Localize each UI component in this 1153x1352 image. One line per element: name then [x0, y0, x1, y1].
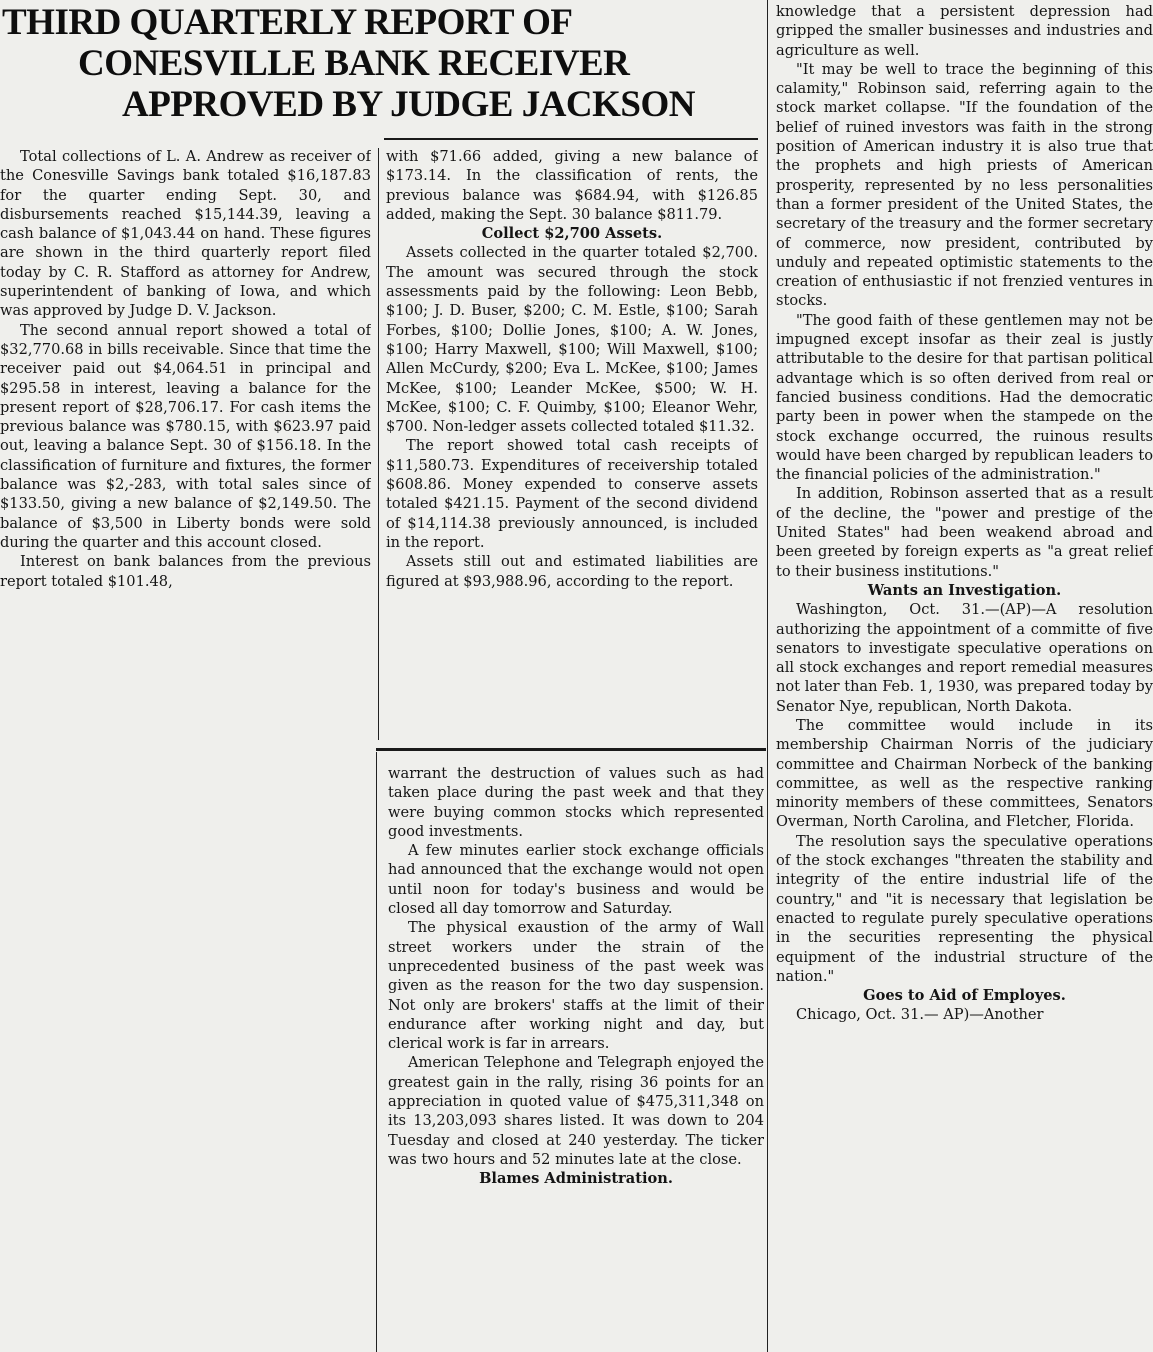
article-column-4	[776, 2, 1153, 1352]
paragraph: "The good faith of these gentlemen may not be impugned except insofar as their zeal is justly attributable to the desire for that partisan political advantage which is so often derived from real or fancied business conditions. Had the democratic party been in power when the stampede on the stock exchange occurred, the ruinous results would have been charged by republican leaders to the financial policies of the administration."	[776, 311, 1153, 484]
subheading: Blames Administration.	[479, 1170, 673, 1188]
headline-rule	[384, 138, 758, 140]
headline-line-1: THIRD QUARTERLY REPORT OF	[2, 2, 573, 43]
article-headline	[2, 2, 754, 125]
paragraph: American Telephone and Telegraph enjoyed the greatest gain in the rally, rising 36 points for an appreciation in quoted value of $475,311,348 on its 13,203,093 shares listed. It was down to 204 Tuesday and closed at 240 yesterday. The ticker was two hours and 52 minutes late at the close.	[388, 1054, 764, 1168]
paragraph: Chicago, Oct. 31.— AP)—Another	[796, 1006, 1044, 1024]
paragraph: In addition, Robinson asserted that as a result of the decline, the "power and prestige of the United States" had been weakend abroad and been greeted by foreign experts as "a great relief to their business institutions."	[776, 485, 1153, 580]
column-divider-1	[378, 148, 379, 740]
paragraph: The physical exaustion of the army of Wall street workers under the strain of the unprecedented business of the past week was given as the reason for the two day suspension. Not only are brokers' staffs at the limit of their endurance after working night and day, but clerical work is far in arrears.	[388, 919, 764, 1053]
paragraph: A few minutes earlier stock exchange officials had announced that the exchange would not open until noon for today's business and would be closed all day tomorrow and Saturday.	[388, 842, 764, 918]
section-rule	[376, 748, 766, 751]
paragraph: with $71.66 added, giving a new balance of $173.14. In the classification of rents, the previous balance was $684.94, with $126.85 added, making the Sept. 30 balance $811.79.	[386, 148, 758, 223]
paragraph: Interest on bank balances from the previous report totaled $101.48,	[0, 553, 371, 590]
paragraph: Washington, Oct. 31.—(AP)—A resolution authorizing the appointment of a committe of five senators to investigate speculative operations on all stock exchanges and report remedial measures not later than Feb. 1, 1930, was prepared today by Senator Nye, republican, North Dakota.	[776, 601, 1153, 715]
article-column-1	[0, 147, 371, 743]
paragraph: The committee would include in its membership Chairman Norris of the judiciary committee and Chairman Norbeck of the banking committee, as well as the respective ranking minority members of these committees, Senators Overman, North Carolina, and Fletcher, Florida.	[776, 716, 1153, 831]
paragraph: The resolution says the speculative operations of the stock exchanges "threaten the stability and integrity of the entire industrial life of the country," and "it is necessary that legislation be enacted to regulate purely speculative operations in the securities representing the physical equipment of the industrial structure of the nation."	[776, 832, 1153, 985]
paragraph: "It may be well to trace the beginning of this calamity," Robinson said, referring again to the stock market collapse. "If the foundation of the belief of ruined investors was faith in the strong position of American industry it is also true that the prophets and high priests of American prosperity, represented by no less personalities than a former president of the United States, the secretary of the treasury and the former secretary of commerce, now president, contributed by unduly and repeated optimistic statements to the creation of enthusiastic if not frenzied ventures in stocks.	[776, 60, 1153, 310]
subheading: Collect $2,700 Assets.	[481, 225, 663, 243]
column-divider-2	[767, 0, 768, 1352]
paragraph: Assets collected in the quarter totaled $2,700. The amount was secured through the stock assessments paid by the following: Leon Bebb, $100; J. D. Buser, $200; C. M. Estle, $100; Sarah Forbes, $100; Dollie Jones, $100; A. W. Jones, $100; Harry Maxwell, $100; Will Maxwell, $100; Allen McCurdy, $200; Eva L. McKee, $100; James McKee, $100; Leander McKee, $500; W. H. McKee, $100; C. F. Quimby, $100; Eleanor Wehr, $700. Non-ledger assets collected totaled $11.32.	[386, 244, 758, 436]
article-column-3	[388, 764, 764, 1352]
column-divider-3	[376, 752, 377, 1352]
headline-line-3: APPROVED BY JUDGE JACKSON	[122, 84, 696, 125]
paragraph: The second annual report showed a total of $32,770.68 in bills receivable. Since that time the receiver paid out $4,064.51 in principal and $295.58 in interest, leaving a balance for the present report of $28,706.17. For cash items the previous balance was $780.15, with $623.97 paid out, leaving a balance Sept. 30 of $156.18. In the classification of furniture and fixtures, the former balance was $2,-283, with total sales since of $133.50, giving a new balance of $2,149.50. The balance of $3,500 in Liberty bonds were sold during the quarter and this account closed.	[0, 321, 371, 551]
paragraph: Assets still out and estimated liabilities are figured at $93,988.96, according to the report.	[386, 553, 758, 590]
article-column-2	[386, 147, 758, 743]
subheading: Wants an Investigation.	[867, 581, 1062, 599]
paragraph: Total collections of L. A. Andrew as receiver of the Conesville Savings bank totaled $16,187.83 for the quarter ending Sept. 30, and disbursements reached $15,144.39, leaving a cash balance of $1,043.44 on hand. These figures are shown in the third quarterly report filed today by C. R. Stafford as attorney for Andrew, superintendent of banking of Iowa, and which was approved by Judge D. V. Jackson.	[0, 148, 371, 320]
paragraph: knowledge that a persistent depression had gripped the smaller businesses and industries and agriculture as well.	[776, 3, 1153, 59]
subheading: Goes to Aid of Employes.	[863, 987, 1066, 1005]
paragraph: warrant the destruction of values such as had taken place during the past week and that they were buying common stocks which represented good investments.	[388, 765, 764, 840]
paragraph: The report showed total cash receipts of $11,580.73. Expenditures of receivership totaled $608.86. Money expended to conserve assets totaled $421.15. Payment of the second dividend of $14,114.38 previously announced, is included in the report.	[386, 437, 758, 551]
headline-line-2: CONESVILLE BANK RECEIVER	[78, 43, 630, 84]
